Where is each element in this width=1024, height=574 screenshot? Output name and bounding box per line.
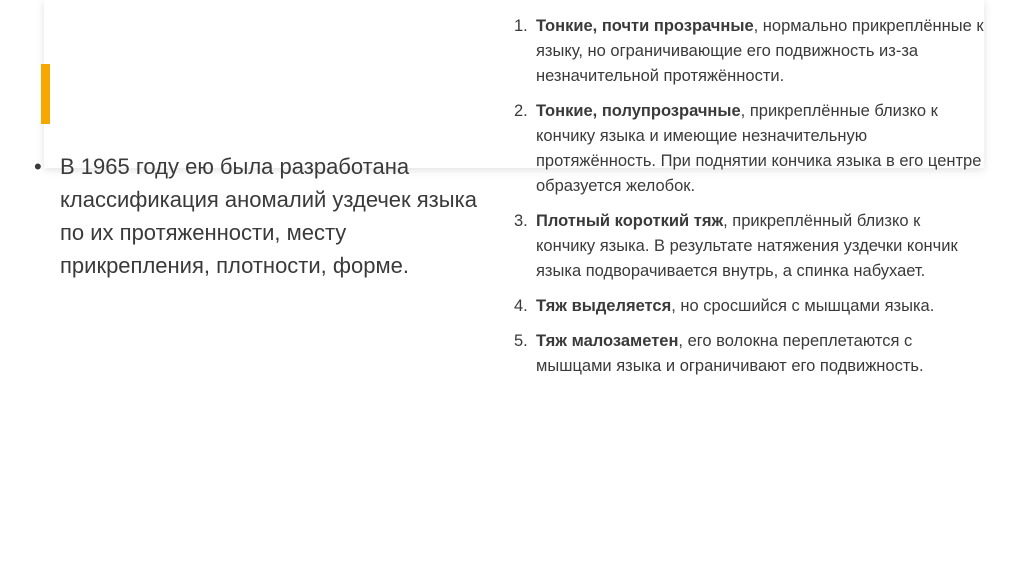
accent-bar	[41, 64, 50, 124]
list-item	[514, 209, 984, 284]
item-lead: Тонкие, полупрозрачные	[536, 102, 741, 120]
intro-text: В 1965 году ею была разработана классификация аномалий уздечек языка по их протяженности, месту прикрепления, плотности, форме.	[60, 154, 477, 278]
item-lead: Тяж выделяется	[536, 297, 672, 315]
intro-paragraph	[34, 150, 484, 282]
bullet: •	[34, 154, 42, 179]
item-lead: Плотный короткий тяж	[536, 212, 724, 230]
item-number: 5.	[514, 332, 528, 350]
list-item	[514, 294, 984, 319]
item-text: , нормально прикреплённые к языку, но ограничивающие его подвижность из-за незначительной протяжённости.	[536, 17, 984, 85]
item-text: , прикреплённые близко к кончику языка и имеющие незначительную протяжённость. При поднятии кончика языка в его центре образуется желобок.	[536, 102, 982, 195]
item-number: 1.	[514, 17, 528, 35]
classification-list	[514, 14, 984, 389]
item-lead: Тонкие, почти прозрачные	[536, 17, 754, 35]
list-item	[514, 329, 984, 379]
item-number: 4.	[514, 297, 528, 315]
list-item	[514, 14, 984, 89]
item-number: 2.	[514, 102, 528, 120]
item-text: , его волокна переплетаются с мышцами языка и ограничивают его подвижность.	[536, 332, 924, 375]
item-lead: Тяж малозаметен	[536, 332, 679, 350]
item-number: 3.	[514, 212, 528, 230]
list-item	[514, 99, 984, 199]
item-text: , прикреплённый близко к кончику языка. В результате натяжения уздечки кончик языка подворачивается внутрь, а спинка набухает.	[536, 212, 958, 280]
item-text: , но сросшийся с мышцами языка.	[671, 297, 935, 315]
